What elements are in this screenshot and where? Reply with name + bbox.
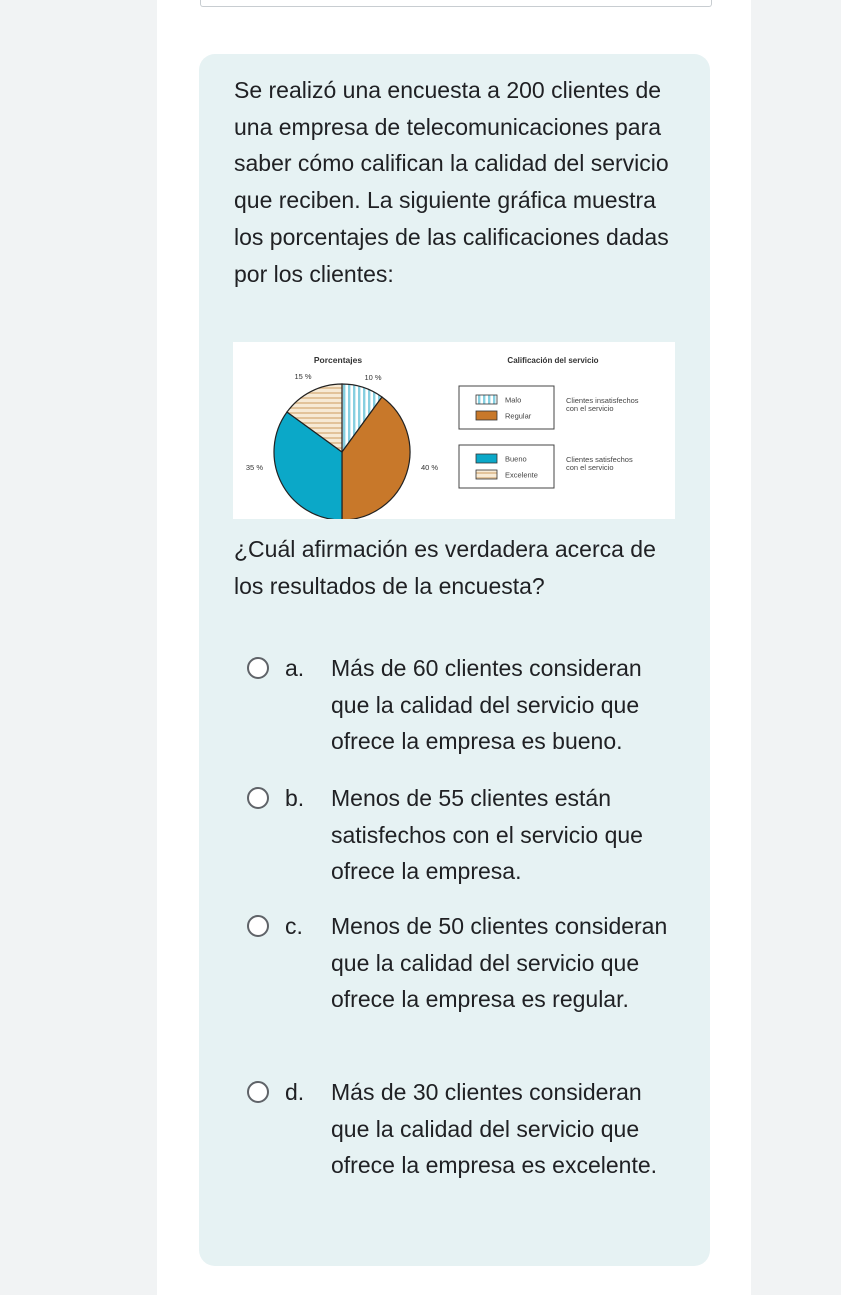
question-stem: Se realizó una encuesta a 200 clientes de una empresa de telecomunicaciones para saber cómo califican la calidad del servicio que reciben. La siguiente gráfica muestra los porcentajes de las calificaciones dadas por los clientes:	[234, 77, 669, 287]
option-d-text: Más de 30 clientes consideran que la calidad del servicio que ofrece la empresa es excelente.	[331, 1079, 658, 1179]
option-d-radio[interactable]	[247, 1081, 269, 1103]
pie-label-bueno: 35 %	[245, 463, 263, 472]
option-a-text: Más de 60 clientes consideran que la calidad del servicio que ofrece la empresa es bueno.	[331, 655, 642, 755]
pie-label-regular: 40 %	[421, 463, 439, 472]
legend-caption-1-line2: con el servicio	[566, 404, 614, 413]
legend-box-2	[459, 445, 554, 488]
legend-swatch-bueno	[476, 454, 497, 463]
legend-swatch-excelente	[476, 470, 497, 479]
option-b-text: Menos de 55 clientes están satisfechos con el servicio que ofrece la empresa.	[331, 785, 643, 885]
pie-label-malo: 10 %	[364, 373, 382, 382]
legend-caption-1-line1: Clientes insatisfechos	[566, 396, 639, 405]
legend-label-regular: Regular	[505, 411, 532, 421]
option-c-radio[interactable]	[247, 915, 269, 937]
chart-title: Porcentajes	[313, 355, 363, 365]
question-prompt: ¿Cuál afirmación es verdadera acerca de los resultados de la encuesta?	[234, 536, 656, 599]
option-a-letter: a.	[285, 655, 305, 681]
legend-caption-2-line1: Clientes satisfechos	[566, 455, 633, 464]
legend-label-malo: Malo	[505, 395, 522, 405]
legend-box-1	[459, 386, 554, 429]
legend-label-excelente: Excelente	[505, 470, 538, 480]
option-b-radio[interactable]	[247, 787, 269, 809]
previous-card-edge	[200, 0, 712, 7]
legend-title: Calificación del servicio	[507, 356, 599, 365]
legend-label-bueno: Bueno	[505, 454, 527, 464]
option-c-text: Menos de 50 clientes consideran que la calidad del servicio que ofrece la empresa es regular.	[331, 913, 668, 1013]
pie-label-excelente: 15 %	[294, 372, 312, 381]
option-c-letter: c.	[285, 913, 303, 939]
survey-figure	[233, 342, 675, 519]
legend-swatch-malo	[476, 395, 497, 404]
option-d-letter: d.	[285, 1079, 305, 1105]
option-b-letter: b.	[285, 785, 305, 811]
legend-caption-2-line2: con el servicio	[566, 463, 614, 472]
option-a-radio[interactable]	[247, 657, 269, 679]
pie-chart	[233, 342, 675, 519]
legend-swatch-regular	[476, 411, 497, 420]
